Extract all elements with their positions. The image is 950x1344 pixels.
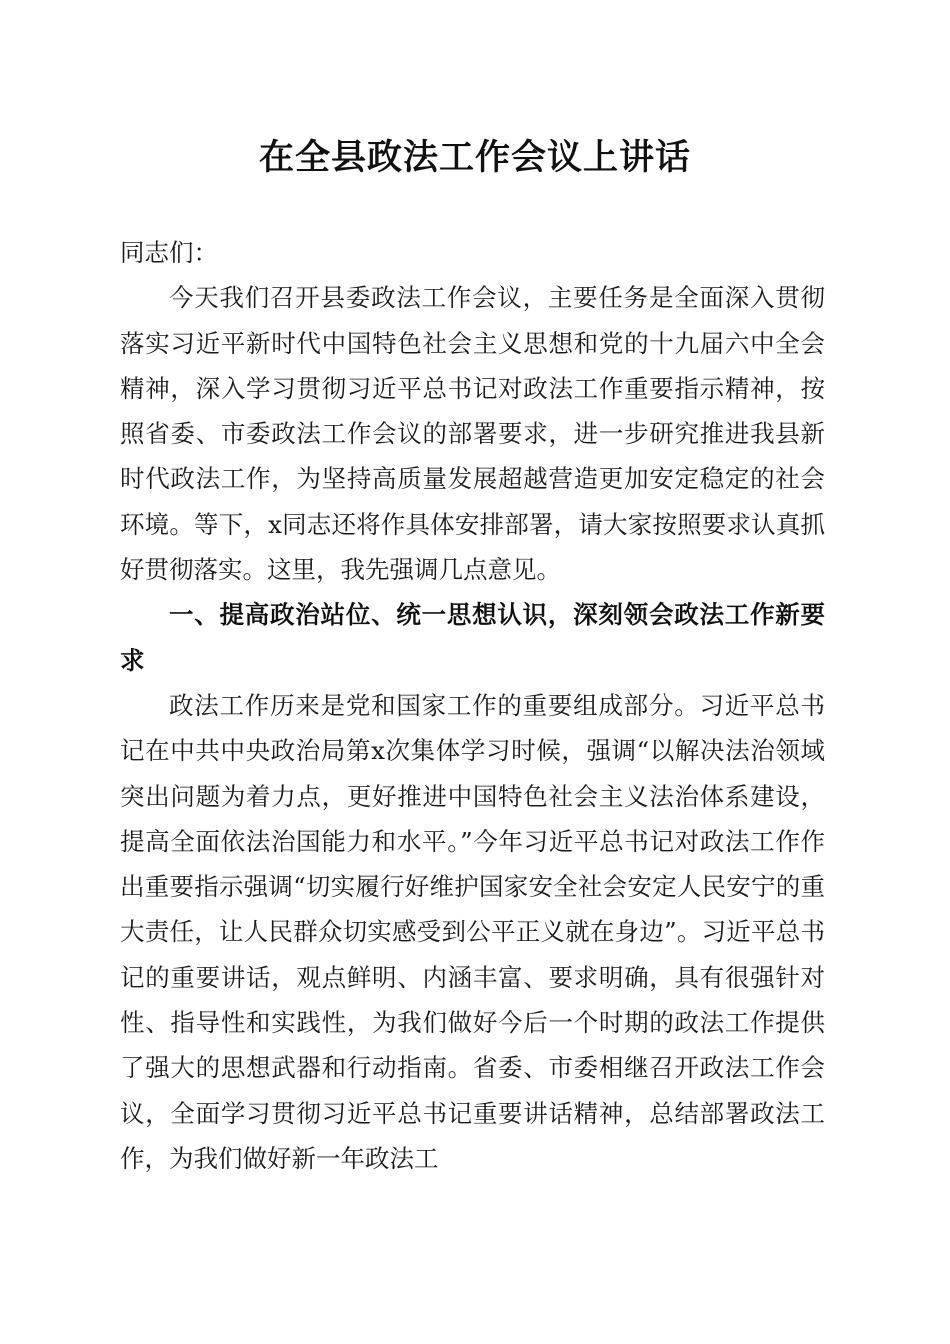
body-paragraph: 政法工作历来是党和国家工作的重要组成部分。习近平总书记在中共中央政治局第x次集体学习时候，强调“以解决法治领域突出问题为着力点，更好推进中国特色社会主义法治体系建设，提高全面依法治国能力和水平。”今年习近平总书记对政法工作作出重要指示强调“切实履行好维护国家安全社会安定人民安宁的重大责任，让人民群众切实感受到公平正义就在身边”。习近平总书记的重要讲话，观点鲜明、内涵丰富、要求明确，具有很强针对性、指导性和实践性，为我们做好今后一个时期的政法工作提供了强大的思想武器和行动指南。省委、市委相继召开政法工作会议，全面学习贯彻习近平总书记重要讲话精神，总结部署政法工作，为我们做好新一年政法工	[120, 690, 825, 1173]
opening-paragraph: 今天我们召开县委政法工作会议，主要任务是全面深入贯彻落实习近平新时代中国特色社会主义思想和党的十九届六中全会精神，深入学习贯彻习近平总书记对政法工作重要指示精神，按照省委、市委政法工作会议的部署要求，进一步研究推进我县新时代政法工作，为坚持高质量发展超越营造更加安定稳定的社会环境。等下，x同志还将作具体安排部署，请大家按照要求认真抓好贯彻落实。这里，我先强调几点意见。	[120, 283, 825, 585]
document-body	[120, 230, 825, 1181]
document-title: 在全县政法工作会议上讲话	[258, 137, 691, 178]
section-heading-1: 一、提高政治站位、统一思想认识，深刻领会政法工作新要求	[120, 600, 825, 675]
salutation: 同志们：	[120, 238, 218, 267]
